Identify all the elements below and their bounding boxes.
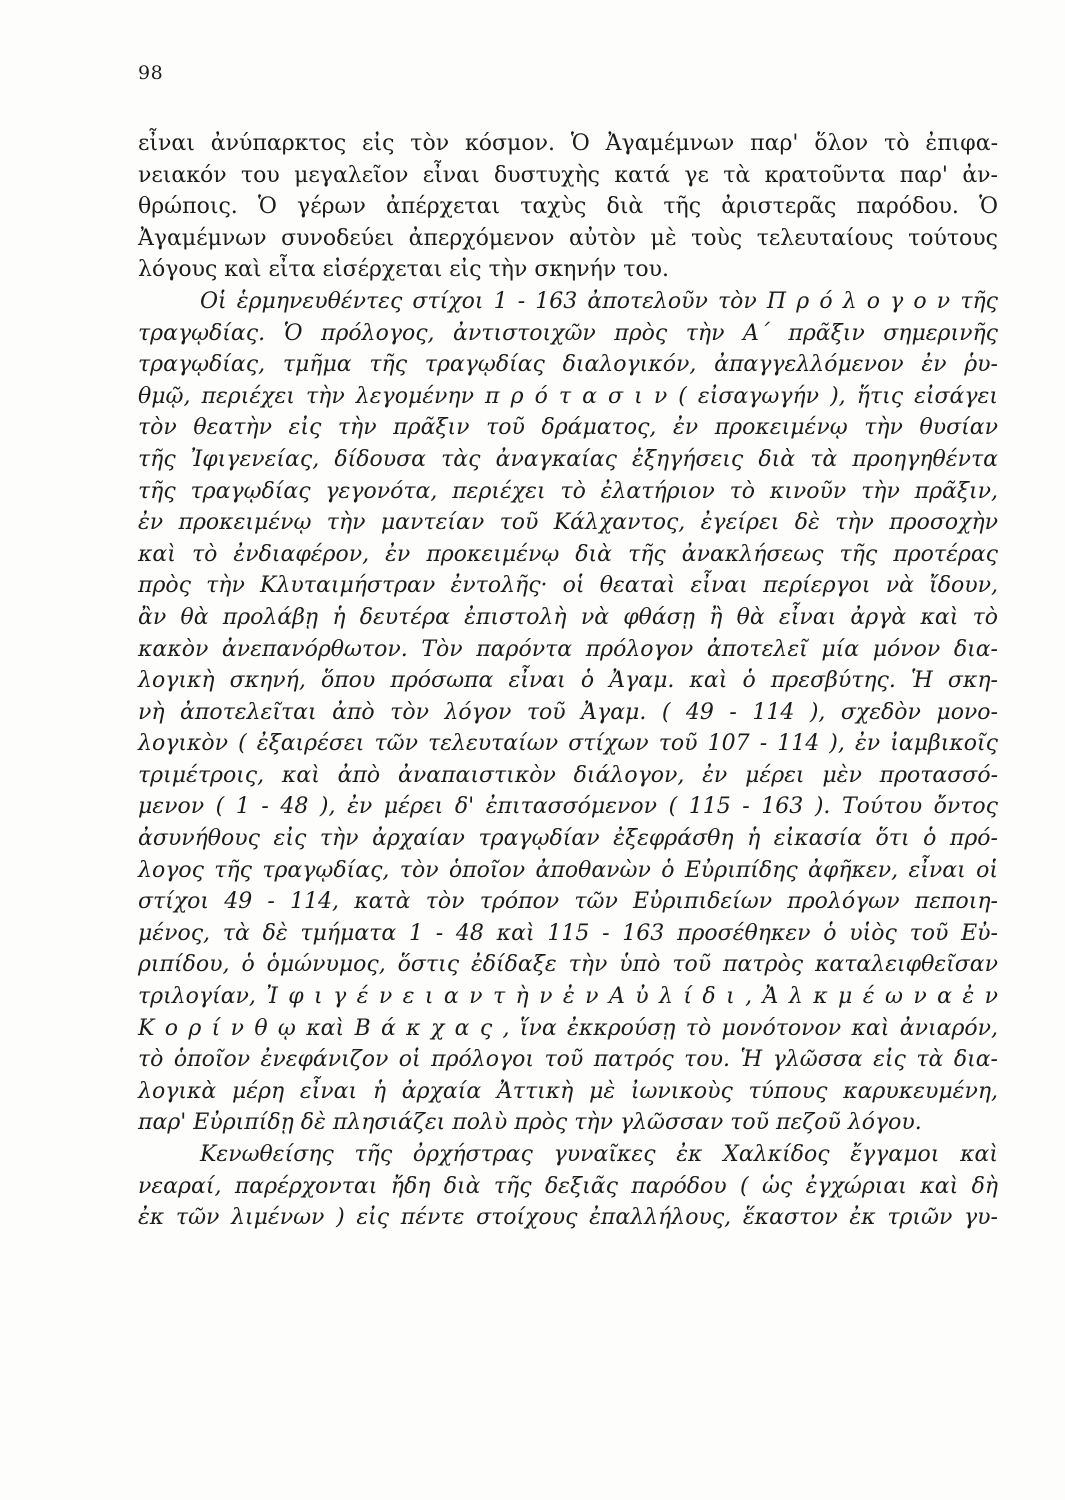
text-line: λόγους καὶ εἶτα εἰσέρχεται εἰς τὴν σκηνήν του. [138,257,669,283]
text-line: καὶ τὸ ἐνδιαφέρον, ἐν προκειμένῳ διὰ τῆς ἀνακλήσεως τῆς προτέρας [138,541,998,567]
text-line: τριμέτροις, καὶ ἀπὸ ἀναπαιστικὸν διάλογον, ἐν μέρει μὲν προτασσό- [138,762,998,788]
text-line: Ἀγαμέμνων συνοδεύει ἀπερχόμενον αὐτὸν μὲ τοὺς τελευταίους τούτους [138,225,998,251]
text-line: λογος τῆς τραγῳδίας, τὸν ὁποῖον ἀποθανὼν ὁ Εὐριπίδης ἀφῆκεν, εἶναι οἱ [138,857,998,883]
text-line: τῆς τραγῳδίας γεγονότα, περιέχει τὸ ἐλατήριον τὸ κινοῦν τὴν πρᾶξιν, [138,478,998,504]
text-line: λογικὸν ( ἐξαιρέσει τῶν τελευταίων στίχων τοῦ 107 - 114 ), ἐν ἰαμβικοῖς [138,731,998,757]
text-line: νὴ ἀποτελεῖται ἀπὸ τὸν λόγον τοῦ Ἀγαμ. ( 49 - 114 ), σχεδὸν μονο- [138,699,998,725]
text-line: εἶναι ἀνύπαρκτος εἰς τὸν κόσμον. Ὁ Ἀγαμέμνων παρ' ὅλον τὸ ἐπιφα- [138,131,998,156]
body-text [138,128,998,1234]
text-line: ἐν προκειμένῳ τὴν μαντείαν τοῦ Κάλχαντος, ἐγείρει δὲ τὴν προσοχὴν [138,510,998,536]
text-line: ἀσυνήθους εἰς τὴν ἀρχαίαν τραγῳδίαν ἐξεφράσθη ἡ εἰκασία ὅτι ὁ πρό- [138,826,998,852]
paragraph-chorus-entrance [138,1139,998,1234]
text-line: τραγῳδίας. Ὁ πρόλογος, ἀντιστοιχῶν πρὸς τὴν Α΄ πρᾶξιν σημερινῆς [138,320,998,346]
text-line: τὸν θεατὴν εἰς τὴν πρᾶξιν τοῦ δράματος, ἐν προκειμένῳ τὴν θυσίαν [138,415,998,441]
text-line: Οἱ ἑρμηνευθέντες στίχοι 1 - 163 ἀποτελοῦν τὸν Π ρ ό λ ο γ ο ν τῆς [200,288,998,314]
paragraph-prologue-commentary [138,286,998,1139]
text-line: Κ ο ρ ί ν θ ῳ καὶ Β ά κ χ α ς , ἵνα ἐκκρούσῃ τὸ μονότονον καὶ ἀνιαρόν, [138,1015,998,1041]
text-line: ἐκ τῶν λιμένων ) εἰς πέντε στοίχους ἐπαλλήλους, ἕκαστον ἐκ τριῶν γυ- [138,1205,998,1231]
paragraph-stage-action [138,128,998,286]
text-line: θμῷ, περιέχει τὴν λεγομένην π ρ ό τ α σ ι ν ( εἰσαγωγήν ), ἥτις εἰσάγει [138,383,998,409]
text-line: νειακόν του μεγαλεῖον εἶναι δυστυχὴς κατά γε τὰ κρατοῦντα παρ' ἀν- [138,162,998,188]
text-line: Κενωθείσης τῆς ὀρχήστρας γυναῖκες ἐκ Χαλκίδος ἔγγαμοι καὶ [200,1142,998,1167]
text-line: πρὸς τὴν Κλυταιμήστραν ἐντολῆς· οἱ θεαταὶ εἶναι περίεργοι νὰ ἴδουν, [138,573,998,599]
text-line: μενον ( 1 - 48 ), ἐν μέρει δ' ἐπιτασσόμενον ( 115 - 163 ). Τούτου ὄντος [138,794,998,820]
text-line: τραγῳδίας, τμῆμα τῆς τραγῳδίας διαλογικόν, ἀπαγγελλόμενον ἐν ῥυ- [138,352,998,378]
text-line: τριλογίαν, Ἰ φ ι γ έ ν ε ι α ν τ ὴ ν ἐ ν Α ὐ λ ί δ ι , Ἀ λ κ μ έ ω ν α ἐ ν [138,984,998,1010]
text-line: κακὸν ἀνεπανόρθωτον. Τὸν παρόντα πρόλογον ἀποτελεῖ μία μόνον δια- [138,636,998,662]
text-line: νεαραί, παρέρχονται ἤδη διὰ τῆς δεξιᾶς παρόδου ( ὡς ἐγχώριαι καὶ δὴ [138,1173,998,1199]
text-line: θρώποις. Ὁ γέρων ἀπέρχεται ταχὺς διὰ τῆς ἀριστερᾶς παρόδου. Ὁ [138,194,998,220]
text-line: παρ' Εὐριπίδῃ δὲ πλησιάζει πολὺ πρὸς τὴν γλῶσσαν τοῦ πεζοῦ λόγου. [138,1110,922,1136]
text-line: τὸ ὁποῖον ἐνεφάνιζον οἱ πρόλογοι τοῦ πατρός του. Ἡ γλῶσσα εἰς τὰ δια- [138,1047,998,1073]
text-line: στίχοι 49 - 114, κατὰ τὸν τρόπον τῶν Εὐριπιδείων προλόγων πεποιη- [138,889,998,915]
text-line: τῆς Ἰφιγενείας, δίδουσα τὰς ἀναγκαίας ἐξηγήσεις διὰ τὰ προηγηθέντα [138,446,998,472]
text-line: ἂν θὰ προλάβῃ ἡ δευτέρα ἐπιστολὴ νὰ φθάσῃ ἢ θὰ εἶναι ἀργὰ καὶ τὸ [138,604,998,630]
text-line: λογικὴ σκηνή, ὅπου πρόσωπα εἶναι ὁ Ἀγαμ. καὶ ὁ πρεσβύτης. Ἡ σκη- [138,668,998,694]
text-line: ριπίδου, ὁ ὁμώνυμος, ὅστις ἐδίδαξε τὴν ὑπὸ τοῦ πατρὸς καταλειφθεῖσαν [138,952,998,978]
page-number: 98 [138,62,164,84]
text-line: λογικὰ μέρη εἶναι ἡ ἀρχαία Ἀττικὴ μὲ ἰωνικοὺς τύπους καρυκευμένη, [138,1078,998,1104]
text-line: μένος, τὰ δὲ τμήματα 1 - 48 καὶ 115 - 163 προσέθηκεν ὁ υἱὸς τοῦ Εὐ- [138,920,998,946]
